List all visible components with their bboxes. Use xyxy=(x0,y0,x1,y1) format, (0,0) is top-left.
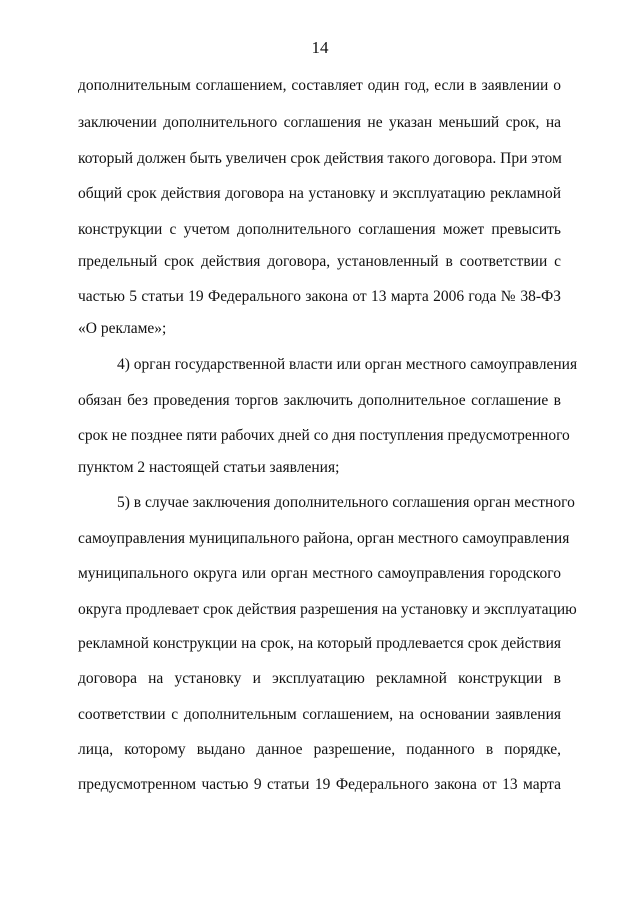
text-line: лица, которому выдано данное разрешение, поданного в порядке, xyxy=(78,741,561,758)
text-line: самоуправления муниципального района, орган местного самоуправления xyxy=(78,530,570,547)
text-line: дополнительным соглашением, составляет один год, если в заявлении о xyxy=(78,77,561,94)
text-line: договора на установку и эксплуатацию рекламной конструкции в xyxy=(78,670,561,687)
text-line: срок не позднее пяти рабочих дней со дня поступления предусмотренного xyxy=(78,427,570,444)
text-line: соответствии с дополнительным соглашением, на основании заявления xyxy=(78,706,561,723)
page-number: 14 xyxy=(311,38,329,57)
text-line: общий срок действия договора на установку и эксплуатацию рекламной xyxy=(78,185,561,202)
text-line: округа продлевает срок действия разрешения на установку и эксплуатацию xyxy=(78,601,577,618)
text-line: «О рекламе»; xyxy=(78,320,167,337)
text-line: пунктом 2 настоящей статьи заявления; xyxy=(78,459,340,476)
text-line: заключении дополнительного соглашения не указан меньший срок, на xyxy=(78,114,561,131)
text-line: 4) орган государственной власти или орган местного самоуправления xyxy=(117,356,578,373)
text-line: предельный срок действия договора, установленный в соответствии с xyxy=(78,253,561,270)
text-line: предусмотренном частью 9 статьи 19 Федерального закона от 13 марта xyxy=(78,776,561,793)
text-line: 5) в случае заключения дополнительного соглашения орган местного xyxy=(117,494,575,511)
text-line: рекламной конструкции на срок, на который продлевается срок действия xyxy=(78,635,561,652)
text-line: который должен быть увеличен срок действия такого договора. При этом xyxy=(78,150,562,167)
text-line: конструкции с учетом дополнительного соглашения может превысить xyxy=(78,221,561,238)
text-line: муниципального округа или орган местного самоуправления городского xyxy=(78,565,561,582)
text-line: частью 5 статьи 19 Федерального закона от 13 марта 2006 года № 38-ФЗ xyxy=(78,288,561,305)
text-line: обязан без проведения торгов заключить дополнительное соглашение в xyxy=(78,392,561,409)
